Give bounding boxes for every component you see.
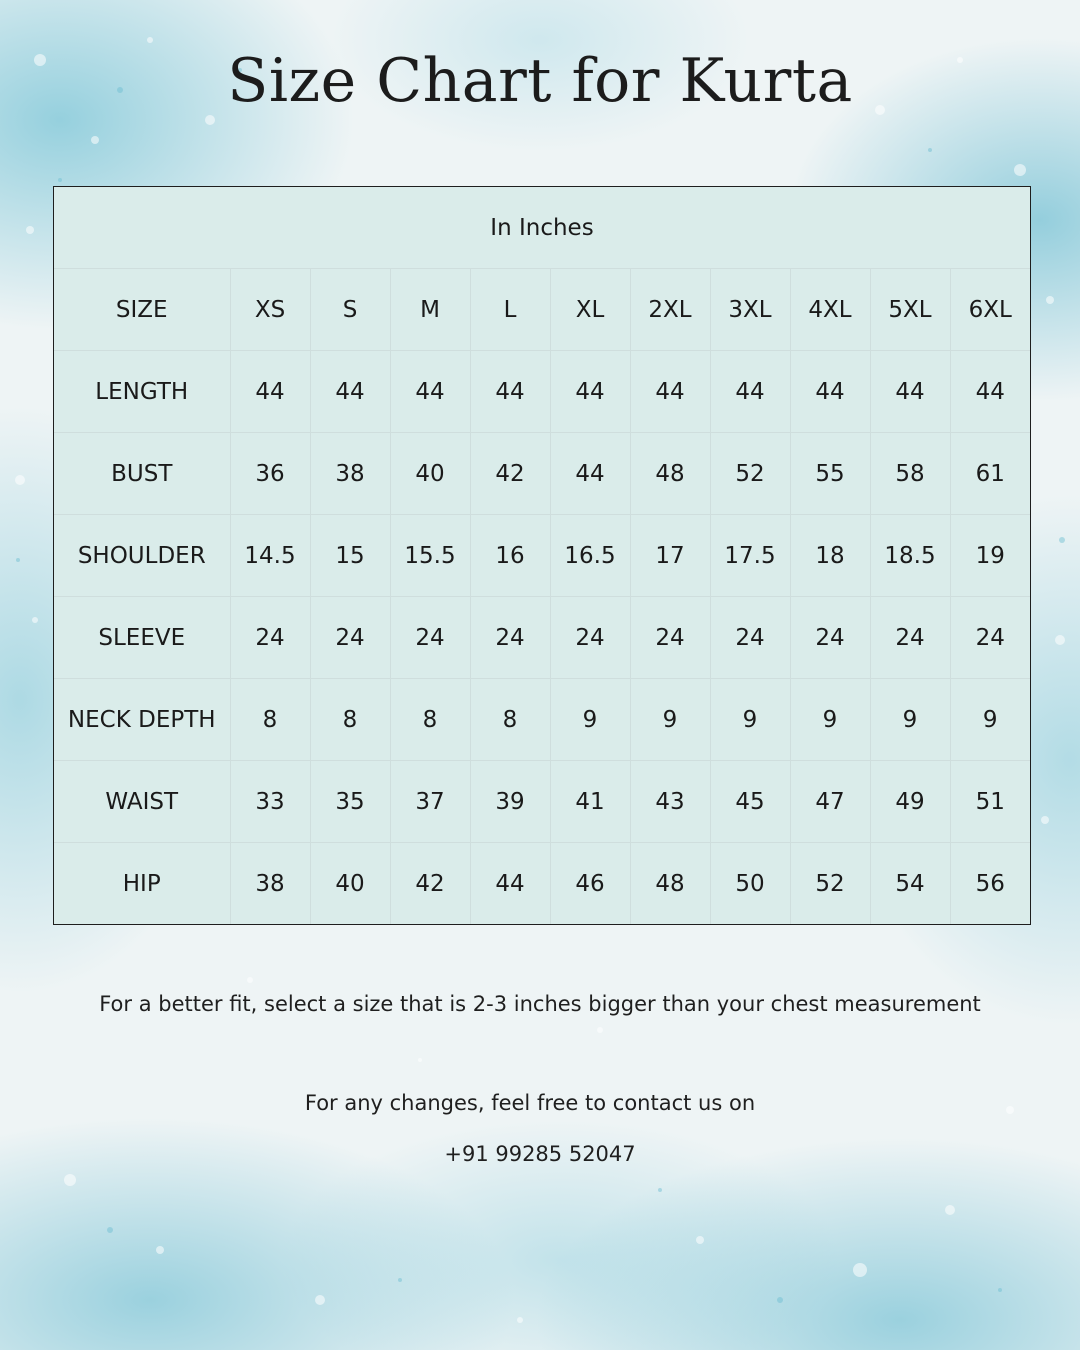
table-cell: 44 [710,351,790,433]
table-cell: 56 [950,843,1030,925]
table-cell: 8 [470,679,550,761]
table-cell: 41 [550,761,630,843]
table-cell: 24 [710,597,790,679]
size-header-cell: 6XL [950,269,1030,351]
table-cell: 18.5 [870,515,950,597]
table-cell: 36 [230,433,310,515]
row-label: SLEEVE [54,597,230,679]
table-cell: 44 [310,351,390,433]
size-header-cell: M [390,269,470,351]
table-cell: 15.5 [390,515,470,597]
table-cell: 42 [470,433,550,515]
table-cell: 33 [230,761,310,843]
table-cell: 46 [550,843,630,925]
table-cell: 45 [710,761,790,843]
table-cell: 58 [870,433,950,515]
size-header-cell: 3XL [710,269,790,351]
row-label: HIP [54,843,230,925]
table-cell: 16 [470,515,550,597]
table-cell: 44 [870,351,950,433]
table-cell: 17.5 [710,515,790,597]
table-cell: 9 [550,679,630,761]
table-cell: 40 [310,843,390,925]
table-cell: 47 [790,761,870,843]
table-caption-row [54,187,1030,269]
table-cell: 35 [310,761,390,843]
row-label: WAIST [54,761,230,843]
table-cell: 44 [230,351,310,433]
size-chart-table [53,186,1031,925]
row-label: LENGTH [54,351,230,433]
table-row [54,597,1030,679]
size-header-cell: 4XL [790,269,870,351]
table-cell: 15 [310,515,390,597]
contact-text: For any changes, feel free to contact us on [304,1091,756,1115]
table-cell: 24 [870,597,950,679]
size-header-cell: XL [550,269,630,351]
table-cell: 51 [950,761,1030,843]
table-cell: 52 [790,843,870,925]
table-cell: 24 [390,597,470,679]
table-cell: 24 [630,597,710,679]
table-cell: 24 [470,597,550,679]
table-cell: 8 [310,679,390,761]
table-cell: 50 [710,843,790,925]
table-cell: 38 [310,433,390,515]
table-cell: 54 [870,843,950,925]
size-header-cell: L [470,269,550,351]
unit-caption: In Inches [54,187,1030,269]
fit-tip-text: For a better fit, select a size that is 2-3 inches bigger than your chest measurement [99,992,981,1016]
table-cell: 9 [630,679,710,761]
table-cell: 61 [950,433,1030,515]
table-cell: 8 [230,679,310,761]
table-cell: 14.5 [230,515,310,597]
table-cell: 43 [630,761,710,843]
table-cell: 38 [230,843,310,925]
table-cell: 37 [390,761,470,843]
table-cell: 49 [870,761,950,843]
table-cell: 55 [790,433,870,515]
table-row [54,761,1030,843]
table-cell: 24 [950,597,1030,679]
row-label: BUST [54,433,230,515]
size-header-cell: 5XL [870,269,950,351]
size-header-cell: XS [230,269,310,351]
table-cell: 16.5 [550,515,630,597]
table-cell: 44 [950,351,1030,433]
table-cell: 24 [550,597,630,679]
table-cell: 48 [630,843,710,925]
size-header-row [54,269,1030,351]
table-cell: 44 [550,433,630,515]
table-cell: 9 [790,679,870,761]
table-cell: 44 [550,351,630,433]
table-row [54,433,1030,515]
table-row [54,679,1030,761]
table-cell: 8 [390,679,470,761]
table-cell: 24 [230,597,310,679]
table-cell: 42 [390,843,470,925]
table-row [54,515,1030,597]
row-label: NECK DEPTH [54,679,230,761]
table-cell: 24 [310,597,390,679]
size-header-cell: S [310,269,390,351]
table-cell: 44 [630,351,710,433]
table-cell: 24 [790,597,870,679]
table-cell: 19 [950,515,1030,597]
table-cell: 48 [630,433,710,515]
table-cell: 9 [950,679,1030,761]
table-cell: 18 [790,515,870,597]
row-label: SHOULDER [54,515,230,597]
table-cell: 44 [390,351,470,433]
phone-number: +91 99285 52047 [444,1142,636,1166]
table-cell: 40 [390,433,470,515]
table-cell: 17 [630,515,710,597]
table-cell: 39 [470,761,550,843]
table-cell: 9 [870,679,950,761]
table-cell: 9 [710,679,790,761]
table-cell: 52 [710,433,790,515]
table-cell: 44 [470,351,550,433]
table-row [54,351,1030,433]
size-header-label: SIZE [54,269,230,351]
table-cell: 44 [470,843,550,925]
table-row [54,843,1030,925]
page-title: Size Chart for Kurta [227,46,853,116]
table-cell: 44 [790,351,870,433]
size-header-cell: 2XL [630,269,710,351]
